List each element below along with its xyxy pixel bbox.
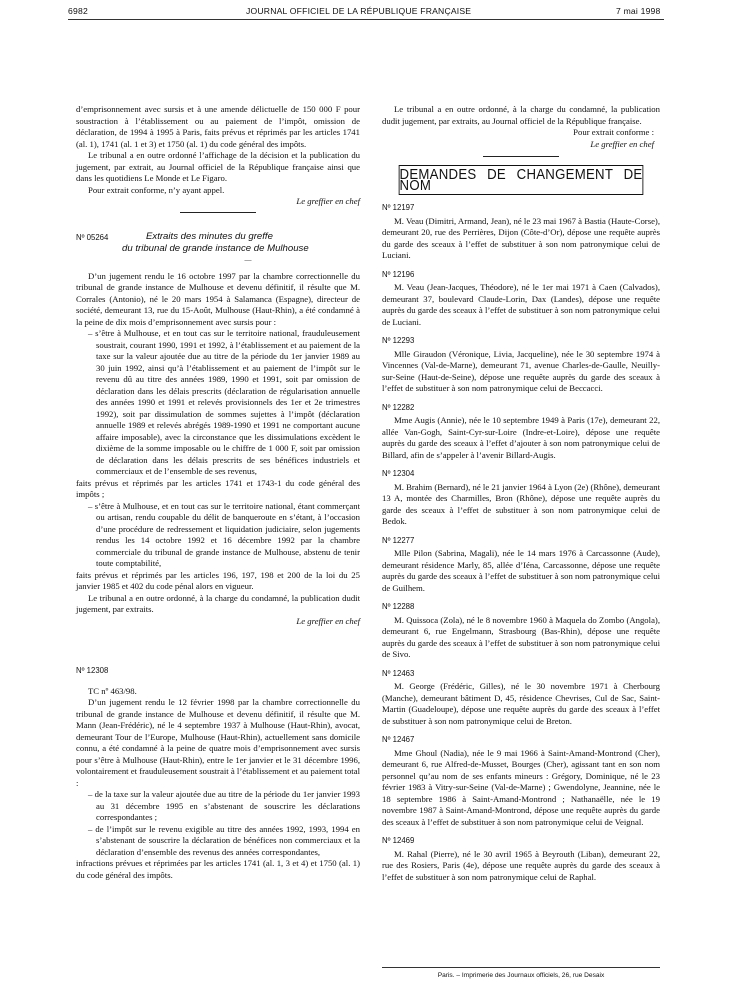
name-change-entry bbox=[382, 734, 660, 828]
name-change-entry bbox=[382, 402, 660, 462]
footer-rule bbox=[382, 967, 660, 968]
entry-number: Nº 12463 bbox=[382, 668, 415, 678]
page-header bbox=[0, 0, 731, 22]
entry-number: Nº 12277 bbox=[382, 535, 415, 545]
section2-item-1: – de la taxe sur la valeur ajoutée due au titre de la période du 1er janvier 1993 au 31 décembre 1995 en s’abstenant de souscrire les déclarations correspondantes ; bbox=[88, 789, 360, 822]
intro-paragraph-2: Le tribunal a en outre ordonné l’affichage de la décision et la publication du jugement, par extrait, au Journal officiel de la République française ainsi que dans les quotidiens Le Monde et Le Figaro. bbox=[76, 150, 360, 183]
section1-signature: Le greffier en chef bbox=[296, 615, 360, 626]
entry-number: Nº 12282 bbox=[382, 402, 415, 412]
section2-tail: infractions prévues et réprimées par les articles 1741 (al. 1, 3 et 4) et 1750 (al. 1) du code général des impôts. bbox=[76, 858, 360, 880]
right-intro: Le tribunal a en outre ordonné, à la charge du condamné, la publication dudit jugement, par extraits, au Journal officiel de la République française. bbox=[382, 104, 660, 126]
section1-item-2: – s’être à Mulhouse, et en tout cas sur le territoire national, étant commerçant ou artisan, rendu coupable du délit de banqueroute en s’étant, à l’occasion d’une procédure de redressement et liquidation judiciaire, selon jugements rendus les 14 octobre 1992 et 16 décembre 1992 par la chambre commerciale du tribunal de grande instance de Mulhouse, abstenu de tenir toute comptabilité, bbox=[88, 500, 360, 568]
right-conforme: Pour extrait conforme : bbox=[573, 127, 654, 137]
section-heading: DEMANDES DE CHANGEMENT DE NOM bbox=[399, 165, 643, 194]
name-change-entry bbox=[382, 335, 660, 395]
section1-final: Le tribunal a en outre ordonné, à la charge du condamné, la publication dudit jugement, par extraits. bbox=[76, 592, 360, 614]
entry-text: Mlle Pilon (Sabrina, Magali), née le 14 mars 1976 à Carcassonne (Aude), demeurant résidence Marly, 85, allée d’Iéna, Carcassonne, dépose une requête auprès du garde des sceaux à l’effet de substituer à son nom patronymique celui de Guilhem. bbox=[382, 548, 660, 593]
signature-1: Le greffier en chef bbox=[296, 196, 360, 206]
section2-paragraph: D’un jugement rendu le 12 février 1998 par la chambre correctionnelle du tribunal de grande instance de Mulhouse et devenu définitif, il résulte que M. Mann (Jean-Frédéric), né le 4 septembre 1937 à Mulhouse (Haut-Rhin), avocat, demeurant Tour de l’Europe, Mulhouse (Haut-Rhin), actuellement sans domicile connu, a été condamné à la peine de quatre mois d’emprisonnement avec sursis pour s’être à Mulhouse (Haut-Rhin), entre le 1er janvier et le 31 décembre 1996, volontairement et frauduleusement soustrait à l’établissement et au paiement total : bbox=[76, 697, 360, 788]
entry-number: Nº 12469 bbox=[382, 836, 415, 845]
entry-text: M. Brahim (Bernard), né le 21 janvier 1964 à Lyon (2e) (Rhône), demeurant 13 A, montée des Charmilles, Bron (Rhône), dépose une requête auprès du garde des sceaux à l’effet de substituer à son nom patronymique celui de Bedok. bbox=[382, 481, 660, 526]
section-mulhouse-2 bbox=[76, 665, 360, 881]
entry-text: Mme Ghoul (Nadia), née le 9 mai 1966 à Saint-Amand-Montrond (Cher), demeurant 6, rue Alfred-de-Musset, Bourges (Cher), agissant tant en son nom personnel qu’au nom de ses enfants mineurs : Grégory, Dominique, né le 23 février 1983 à Vitry-sur-Seine (Val-de-Marne) ; Gwendolyne, Jeannine, née le 18 septembre 1986 à Saint-Amand-Montrond ; Nathanaëlle, née le 19 novembre 1987 à Saint-Amand-Montrond, dépose une requête auprès du garde des sceaux à l’effet de substituer à son nom patronymique celui de Veignal. bbox=[382, 747, 660, 827]
section-mulhouse-1: Nº 05264 Extraits des minutes du greffe du tribunal de grande instance de Mulhouse — D’un jugement rendu le 16 octobre 1997 par la chambre correctionnelle du tribunal de grande instance de Mulhouse et devenu définitif, il résulte que M. Corrales (Antonio), né le 20 mars 1954 à Salamanca (Espagne), directeur de société, demeurant 13, rue du 15-Août, Mulhouse (Haut-Rhin), a été condamné à la peine de dix mois d’emprisonnement avec sursis pour : – s’être à Mulhouse, et en tout cas sur le territoire national, frauduleusement soustrait, courant 1990, 1991 et 1992, à l’établissement et au paiement de la taxe sur la valeur ajoutée due au titre de la période du 1er janvier 1989 au 30 juin 1992, ainsi qu’à l’établissement et au paiement de l’impôt sur le revenu dû au titre des années 1989, 1990 et 1991, soit par omission de déclaration dans les délais prescrits (déclaration de régularisation annuelle des années 1990 et 1991 et relevés provisionnels des 1er et 2e trimestres 1992), soit par dissimulation de sommes sujettes à l’impôt (déclaration annuelle 1989 et relevés abrégés 1989-1990 et 1991 ne comportant aucune affaire imposable), avec la circonstance que les dissimulations excèdent le dixième de la somme imposable ou le chiffre de 1 000 F, soit par omission de déclaration dans les délais prescrits de ses bénéfices industriels et commerciaux et de l’ensemble de ses revenus, faits prévus et réprimés par les articles 1741 et 1743-1 du code général des impôts ; – s’être à Mulhouse, et en tout cas sur le territoire national, étant commerçant ou artisan, rendu coupable du délit de banqueroute en s’étant, à l’occasion d’une procédure de redressement et liquidation judiciaire, selon jugements rendus les 14 octobre 1992 et 16 décembre 1992 par la chambre commerciale du tribunal de grande instance de Mulhouse, abstenu de tenir toute comptabilité, faits prévus et réprimés par les articles 196, 197, 198 et 200 de la loi du 25 janvier 1985 et 402 du code pénal alors en vigueur. Le tribunal a en outre ordonné, à la charge du condamné, la publication dudit jugement, par extraits. Le greffier en chef bbox=[76, 230, 360, 626]
entry-number: Nº 12467 bbox=[382, 735, 415, 744]
section-title-line2: du tribunal de grande instance de Mulhouse bbox=[122, 242, 309, 254]
left-column bbox=[76, 104, 360, 881]
entry-text: M. George (Frédéric, Gilles), né le 30 novembre 1971 à Cherbourg (Manche), demeurant bâtiment D, 45, résidence Chevrises, Cul de Sac, Saint-Martin (Guadeloupe), dépose une requête auprès du garde des sceaux à l’effet de substituer à son nom patronymique celui de Breton. bbox=[382, 681, 660, 726]
right-separator bbox=[483, 156, 559, 157]
entry-text: M. Rahal (Pierre), né le 30 avril 1965 à Beyrouth (Liban), demeurant 22, rue des Rosiers, Paris (4e), dépose une requête auprès du garde des sceaux à l’effet de substituer à son nom patronymique celui de Raphal. bbox=[382, 848, 660, 882]
name-change-entry bbox=[382, 468, 660, 528]
section-title-line1: Extraits des minutes du greffe bbox=[146, 230, 273, 242]
entry-text: M. Veau (Dimitri, Armand, Jean), né le 23 mai 1967 à Bastia (Haute-Corse), demeurant 20, rue des Perrières, Dijon (Côte-d’Or), dépose une requête auprès du garde des sceaux à l’effet de substituer à son nom patronymique celui de Luciani. bbox=[382, 215, 660, 260]
intro-paragraph-3: Pour extrait conforme, n’y ayant appel. bbox=[88, 184, 225, 195]
entry-text: Mme Augis (Annie), née le 10 septembre 1949 à Paris (17e), demeurant 22, allée Van-Gogh, Saint-Cyr-sur-Loire (Indre-et-Loire), dépose une requête auprès du garde des sceaux à l’effet d’ajouter à son nom patronymique celui de Billard, afin de s’appeler à l’avenir Billard-Augis. bbox=[382, 415, 660, 460]
section2-ref: TC nº 463/98. bbox=[88, 685, 137, 696]
section-number: Nº 05264 bbox=[76, 232, 109, 242]
section1-item-1: – s’être à Mulhouse, et en tout cas sur le territoire national, frauduleusement soustrait, courant 1990, 1991 et 1992, à l’établissement et au paiement de la taxe sur la valeur ajoutée due au titre de la période du 1er janvier 1989 au 30 juin 1992, ainsi qu’à l’établissement et au paiement de l’impôt sur le revenu dû au titre des années 1989, 1990 et 1991, soit par omission de déclaration dans les délais prescrits (déclaration de régularisation annuelle des années 1990 et 1991 et relevés provisionnels des 1er et 2e trimestres 1992), soit par dissimulation de sommes sujettes à l’impôt (déclaration annuelle 1989 et relevés abrégés 1989-1990 et 1991 ne comportant aucune affaire imposable), avec la circonstance que les dissimulations excèdent le dixième de la somme imposable ou le chiffre de 1 000 F, soit par omission de déclaration dans les délais prescrits de ses bénéfices industriels et commerciaux et de l’ensemble de ses revenus, bbox=[88, 328, 360, 476]
journal-title: JOURNAL OFFICIEL DE LA RÉPUBLIQUE FRANÇAISE bbox=[246, 6, 472, 16]
name-change-entry bbox=[382, 668, 660, 728]
entries-list bbox=[382, 202, 660, 883]
name-change-entry bbox=[382, 835, 660, 883]
entry-number: Nº 12197 bbox=[382, 203, 415, 212]
name-change-entry bbox=[382, 269, 660, 329]
name-change-entry bbox=[382, 601, 660, 661]
intro-paragraph-1: d’emprisonnement avec sursis et à une amende délictuelle de 150 000 F pour soustraction à l’établissement ou au paiement de l’impôt, omission de déclaration, de 1994 à 1995 à Paris, faits prévus et réprimés par les articles 1741 (al. 1), 1741 (al. 1 et 3) et 1750 (al. 1) du code général des impôts. bbox=[76, 104, 360, 149]
entry-number: Nº 12304 bbox=[382, 469, 415, 478]
page-number: 6982 bbox=[68, 6, 88, 16]
issue-date: 7 mai 1998 bbox=[616, 6, 661, 16]
section-heading-box bbox=[399, 165, 644, 195]
printer-footer: Paris. – Imprimerie des Journaux officiels, 26, rue Desaix bbox=[437, 972, 605, 979]
entry-number: Nº 12196 bbox=[382, 269, 415, 279]
name-change-entry bbox=[382, 202, 660, 262]
entry-number: Nº 12293 bbox=[382, 336, 415, 345]
section1-paragraph: D’un jugement rendu le 16 octobre 1997 par la chambre correctionnelle du tribunal de grande instance de Mulhouse et devenu définitif, il résulte que M. Corrales (Antonio), né le 20 mars 1954 à Salamanca (Espagne), directeur de société, demeurant 13, rue du 15-Août, Mulhouse (Haut-Rhin), a été condamné à la peine de dix mois d’emprisonnement avec sursis pour : bbox=[76, 270, 360, 327]
name-change-entry bbox=[382, 535, 660, 595]
entry-number: Nº 12288 bbox=[382, 602, 415, 611]
entry-text: M. Quissoca (Zola), né le 8 novembre 1960 à Maquela do Zombo (Angola), demeurant 6, rue Engelmann, Strasbourg (Bas-Rhin), dépose une requête auprès du garde des sceaux à l’effet de substituer à son nom patronymique celui de Sivo. bbox=[382, 614, 660, 659]
entry-text: M. Veau (Jean-Jacques, Théodore), né le 1er mai 1971 à Caen (Calvados), demeurant 37, boulevard Claude-Lorin, Dax (Landes), dépose une requête auprès du garde des sceaux à l’effet de substituer à son nom patronymique celui de Luciani. bbox=[382, 282, 660, 327]
separator-rule bbox=[180, 212, 256, 213]
section1-item-2-tail: faits prévus et réprimés par les articles 196, 197, 198 et 200 de la loi du 25 janvier 1985 et 402 du code pénal alors en vigueur. bbox=[76, 569, 360, 591]
right-column bbox=[382, 104, 660, 883]
section1-item-1-tail: faits prévus et réprimés par les articles 1741 et 1743-1 du code général des impôts ; bbox=[76, 477, 360, 499]
right-signature: Le greffier en chef bbox=[590, 138, 654, 149]
entry-text: Mlle Giraudon (Véronique, Livia, Jacqueline), née le 30 septembre 1974 à Vincennes (Val-de-Marne), demeurant 71, avenue Charles-de-Gaulle, Neuilly-sur-Seine (Haut-de-Seine), dépose une requête auprès du garde des sceaux à l’effet de substituer à son nom patronymique celui de Beccacci. bbox=[382, 348, 660, 393]
section2-item-2: – de l’impôt sur le revenu exigible au titre des années 1992, 1993, 1994 en s’abstenant de souscrire la déclaration de bénéfices non commerciaux et la déclaration d’ensemble des revenus des années correspondantes, bbox=[88, 823, 360, 857]
header-rule bbox=[68, 19, 664, 20]
section2-number: Nº 12308 bbox=[76, 666, 109, 675]
